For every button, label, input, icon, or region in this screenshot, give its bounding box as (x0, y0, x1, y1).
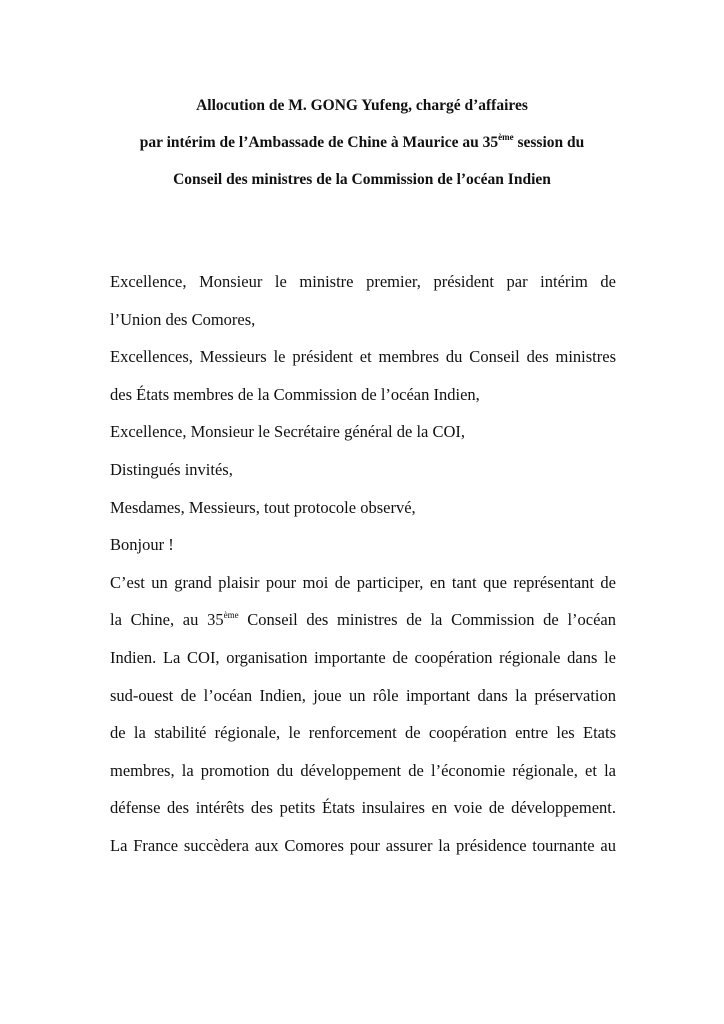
salutation-line-7: Mesdames, Messieurs, tout protocole observé, (110, 497, 416, 517)
title-line-2 (100, 124, 624, 161)
paragraph-line-5: de la stabilité régionale, le renforcement de coopération entre les Etats (110, 723, 616, 743)
title-line-2-text: par intérim de l’Ambassade de Chine à Maurice au 35 (139, 134, 499, 151)
title-line-2-end: session du (513, 134, 585, 151)
salutation-line-2: l’Union des Comores, (110, 309, 256, 329)
speech-title (100, 87, 624, 198)
title-line-1 (100, 87, 624, 124)
paragraph-line-3: Indien. La COI, organisation importante de coopération régionale dans le (110, 647, 616, 667)
paragraph-line-6: membres, la promotion du développement de l’économie régionale, et la (110, 760, 616, 780)
title-line-3-text: Conseil des ministres de la Commission de l’océan Indien (173, 171, 551, 188)
salutation-line-8: Bonjour ! (110, 535, 174, 555)
salutation-line-3: Excellences, Messieurs le président et membres du Conseil des ministres (110, 347, 616, 367)
paragraph-line-1: C’est un grand plaisir pour moi de participer, en tant que représentant de (110, 572, 616, 592)
paragraph-line-2-start: la Chine, au 35 (110, 610, 224, 630)
paragraph-line-7: défense des intérêts des petits États insulaires en voie de développement. (110, 798, 616, 818)
salutation-line-6: Distingués invités, (110, 459, 233, 479)
title-ordinal-superscript: ème (498, 131, 514, 142)
paragraph-line-4: sud-ouest de l’océan Indien, joue un rôle important dans la préservation (110, 685, 616, 705)
salutation-line-4: des États membres de la Commission de l’océan Indien, (110, 384, 480, 404)
title-line-3 (100, 161, 624, 198)
paragraph-line-2-end: Conseil des ministres de la Commission de l’océan (238, 610, 616, 630)
speech-body (110, 263, 616, 865)
title-line-1-text: Allocution de M. GONG Yufeng, chargé d’affaires (196, 97, 528, 114)
salutation-line-1: Excellence, Monsieur le ministre premier, président par intérim de (110, 272, 616, 291)
paragraph-ordinal-superscript: ème (223, 609, 239, 620)
paragraph-line-8: La France succèdera aux Comores pour assurer la présidence tournante au (110, 835, 616, 855)
salutation-line-5: Excellence, Monsieur le Secrétaire général de la COI, (110, 422, 466, 442)
paragraph-line-2 (110, 601, 616, 639)
